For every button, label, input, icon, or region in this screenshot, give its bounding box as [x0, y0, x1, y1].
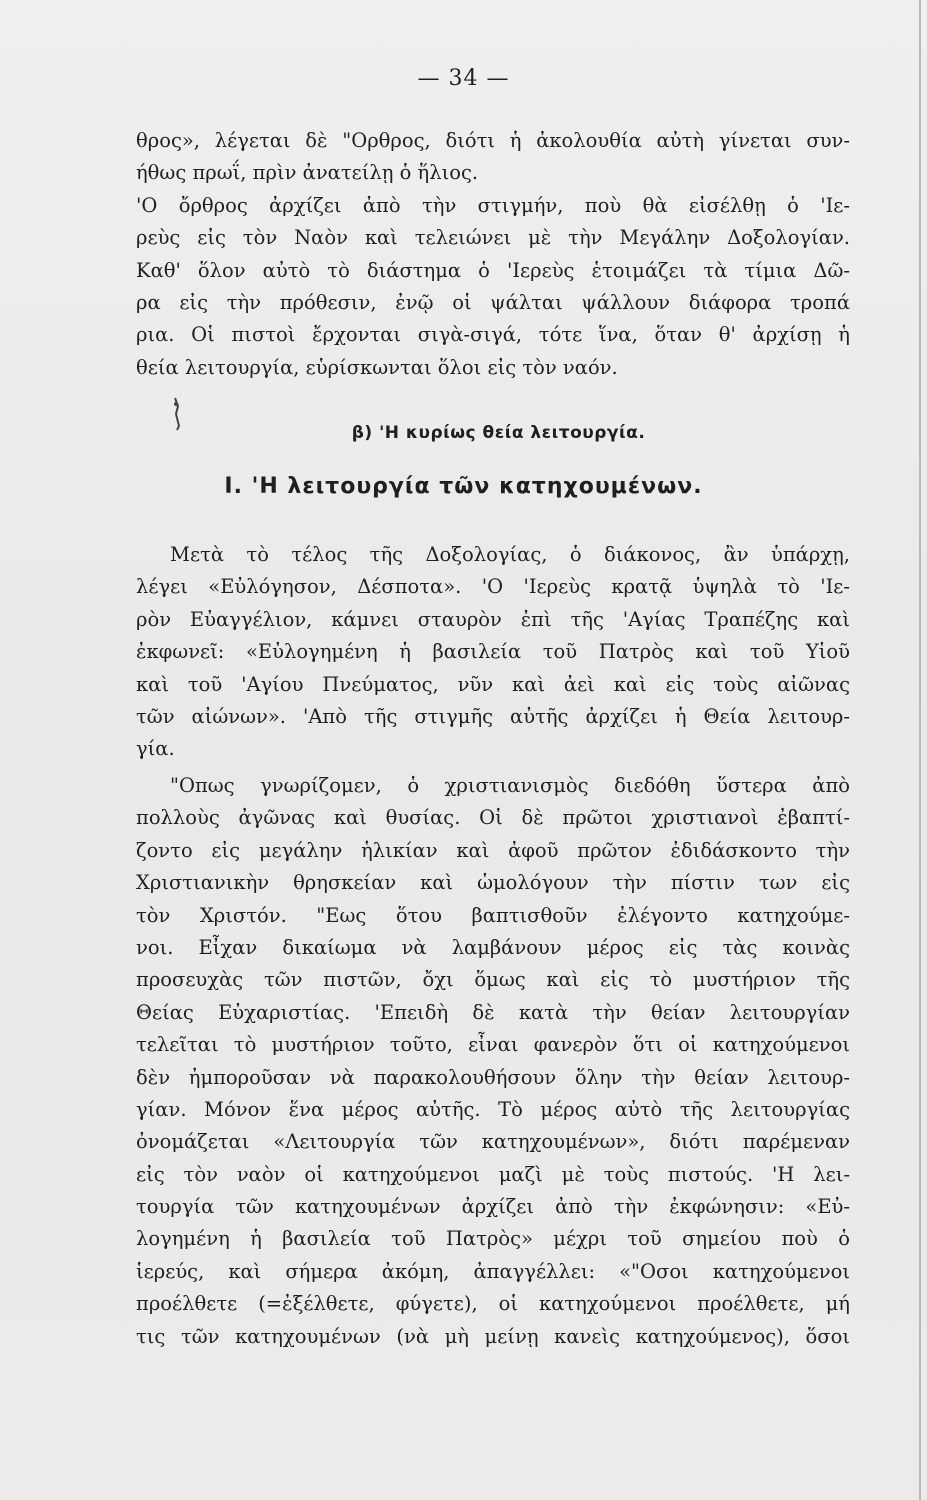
text-line: νοι. Εἶχαν δικαίωμα νὰ λαμβάνουν μέρος εἰς τὰς κοινὰς	[136, 935, 850, 959]
text-line: ρὸν Εὐαγγέλιον, κάμνει σταυρὸν ἐπὶ τῆς 'Αγίας Τραπέζης καὶ	[136, 607, 850, 631]
text-line: Χριστιανικὴν θρησκείαν καὶ ὡμολόγουν τὴν πίστιν των εἰς	[136, 871, 850, 895]
text-line: λέγει «Εὐλόγησον, Δέσποτα». 'Ο 'Ιερεὺς κρατᾷ ὑψηλὰ τὸ 'Ιε-	[136, 575, 850, 599]
text-line: δὲν ἠμποροῦσαν νὰ παρακολουθήσουν ὅλην τὴν θείαν λειτουρ-	[136, 1065, 850, 1089]
text-line: "Οπως γνωρίζομεν, ὁ χριστιανισμὸς διεδόθη ὕστερα ἀπὸ	[170, 774, 850, 797]
paragraph-liturgy-start	[136, 539, 850, 766]
text-line: προσευχὰς τῶν πιστῶν, ὄχι ὅμως καὶ εἰς τὸ μυστήριον τῆς	[136, 968, 850, 992]
page-number: — 34 —	[417, 66, 510, 91]
text-line: ρια. Οἱ πιστοὶ ἔρχονται σιγὰ-σιγά, τότε ἵνα, ὅταν θ' ἀρχίσῃ ἡ	[136, 323, 850, 347]
text-line: τελεῖται τὸ μυστήριον τοῦτο, εἶναι φανερὸν ὅτι οἱ κατηχούμενοι	[136, 1033, 850, 1057]
text-line: τῶν αἰώνων». 'Απὸ τῆς στιγμῆς αὐτῆς ἀρχίζει ἡ Θεία λειτουρ-	[136, 704, 850, 728]
text-line: γίαν. Μόνον ἕνα μέρος αὐτῆς. Τὸ μέρος αὐτὸ τῆς λειτουργίας	[136, 1097, 850, 1121]
text-line: λογημένη ἡ βασιλεία τοῦ Πατρὸς» μέχρι τοῦ σημείου ποὺ ὁ	[136, 1227, 850, 1251]
text-line: τουργία τῶν κατηχουμένων ἀρχίζει ἀπὸ τὴν ἐκφώνησιν: «Εὐ-	[136, 1195, 850, 1219]
text-line: Καθ' ὅλον αὐτὸ τὸ διάστημα ὁ 'Ιερεὺς ἑτοιμάζει τὰ τίμια Δῶ-	[136, 258, 850, 282]
text-line: τὸν Χριστόν. "Εως ὅτου βαπτισθοῦν ἐλέγοντο κατηχούμε-	[136, 903, 850, 927]
text-line: εἰς τὸν ναὸν οἱ κατηχούμενοι μαζὶ μὲ τοὺς πιστούς. 'Η λει-	[136, 1162, 850, 1186]
text-line: Μετὰ τὸ τέλος τῆς Δοξολογίας, ὁ διάκονος, ἂν ὑπάρχῃ,	[170, 543, 850, 566]
text-line: γία.	[136, 737, 175, 761]
text-line: ρα εἰς τὴν πρόθεσιν, ἐνῷ οἱ ψάλται ψάλλουν διάφορα τροπά	[136, 290, 850, 314]
text-line: τις τῶν κατηχουμένων (νὰ μὴ μείνῃ κανεὶς κατηχούμενος), ὅσοι	[136, 1324, 850, 1348]
text-line: προέλθετε (=ἐξέλθετε, φύγετε), οἱ κατηχούμενοι προέλθετε, μή	[136, 1292, 850, 1316]
text-line: ζοντο εἰς μεγάλην ἡλικίαν καὶ ἀφοῦ πρῶτον ἐδιδάσκοντο τὴν	[136, 838, 850, 862]
text-line: 'Ο ὄρθρος ἀρχίζει ἀπὸ τὴν στιγμήν, ποὺ θὰ εἰσέλθῃ ὁ 'Ιε-	[136, 193, 850, 217]
paragraph-catechumens	[136, 770, 850, 1353]
text-line: ήθως πρωΐ, πρὶν ἀνατείλῃ ὁ ἥλιος.	[136, 161, 479, 185]
text-line: ἱερεύς, καὶ σήμερα ἀκόμη, ἀπαγγέλλει: «"Οσοι κατηχούμενοι	[136, 1259, 850, 1283]
text-line: ὀνομάζεται «Λειτουργία τῶν κατηχουμένων», διότι παρέμεναν	[136, 1130, 850, 1154]
text-line: Θείας Εὐχαριστίας. 'Επειδὴ δὲ κατὰ τὴν θείαν λειτουργίαν	[136, 1000, 850, 1024]
text-line: πολλοὺς ἀγῶνας καὶ θυσίας. Οἱ δὲ πρῶτοι χριστιανοὶ ἐβαπτί-	[136, 806, 850, 830]
section-title: Ι. 'Η λειτουργία τῶν κατηχουμένων.	[224, 474, 703, 499]
subheading: β) 'Η κυρίως θεία λειτουργία.	[351, 423, 646, 443]
text-line: ἐκφωνεῖ: «Εὐλογημένη ἡ βασιλεία τοῦ Πατρὸς καὶ τοῦ Υἱοῦ	[136, 640, 850, 664]
page-edge-line	[919, 0, 921, 1500]
text-line: θρος», λέγεται δὲ "Ορθρος, διότι ἡ ἀκολουθία αὐτὴ γίνεται συν-	[136, 129, 850, 152]
text-line: ρεὺς εἰς τὸν Ναὸν καὶ τελειώνει μὲ τὴν Μεγάλην Δοξολογίαν.	[136, 226, 850, 250]
text-line: καὶ τοῦ 'Αγίου Πνεύματος, νῦν καὶ ἀεὶ καὶ εἰς τοὺς αἰῶνας	[136, 672, 850, 696]
text-line: θεία λειτουργία, εὑρίσκωνται ὅλοι εἰς τὸν ναόν.	[136, 355, 618, 379]
paragraph-orthros	[136, 125, 850, 384]
